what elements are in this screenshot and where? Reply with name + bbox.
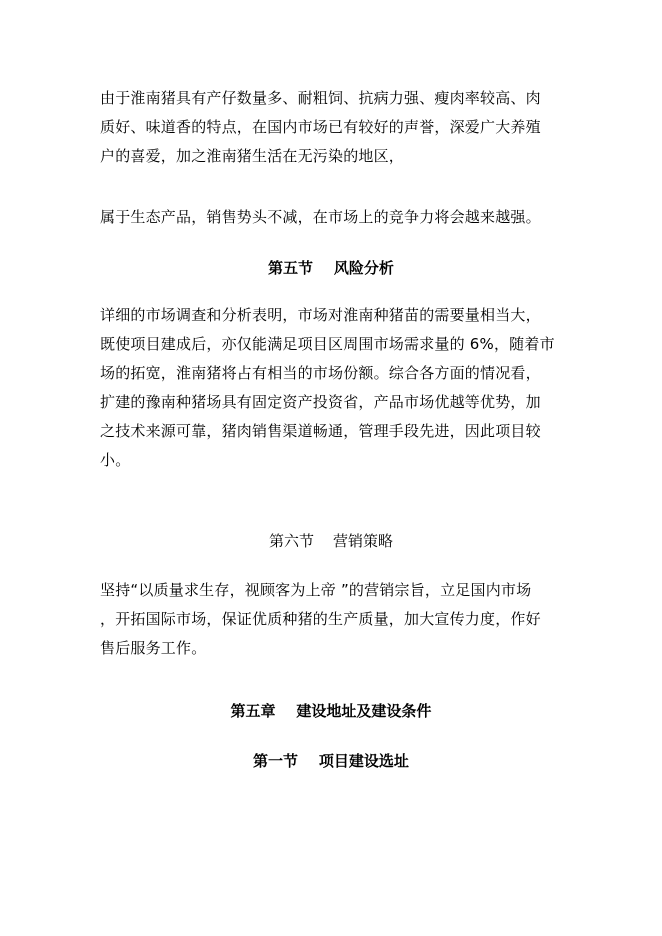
text-line: 坚持“以质量求生存，视顾客为上帝 ”的营销宗旨，立足国内市场: [100, 581, 532, 599]
text-line: 售后服务工作。: [100, 639, 207, 657]
paragraph-pig-features: [100, 84, 560, 171]
text-line: ，开拓国际市场，保证优质种猪的生产质量，加大宣传力度，作好: [100, 610, 541, 628]
paragraph-ecological-product: [100, 203, 560, 232]
text-line: 详细的市场调查和分析表明，市场对淮南种猪苗的需要量相当大，: [100, 306, 541, 324]
text-line: 场的拓宽，淮南猪将占有相当的市场份额。综合各方面的情况看，: [100, 364, 541, 382]
section-heading-marketing-strategy: 第六节 营销策略: [268, 532, 394, 550]
chapter-heading-construction-site: 第五章 建设地址及建设条件: [230, 702, 432, 720]
text-line: 户的喜爱，加之淮南猪生活在无污染的地区，: [100, 147, 405, 165]
paragraph-risk-analysis: [100, 301, 560, 475]
paragraph-marketing-strategy: [100, 576, 560, 663]
text-line: 由于淮南猪具有产仔数量多、耐粗饲、抗病力强、瘦肉率较高、肉: [100, 89, 541, 107]
section-heading-site-selection: 第一节 项目建设选址: [253, 752, 409, 770]
text-line: 之技术来源可靠，猪肉销售渠道畅通，管理手段先进，因此项目较: [100, 422, 541, 440]
text-line: 质好、味道香的特点，在国内市场已有较好的声誉，深爱广大养殖: [100, 118, 541, 136]
text-line: 属于生态产品，销售势头不减，在市场上的竞争力将会越来越强。: [100, 208, 541, 226]
section-heading-risk-analysis: 第五节 风险分析: [268, 259, 394, 277]
text-line: 既使项目建成后，亦仅能满足项目区周围市场需求量的 6%，随着市: [100, 335, 555, 353]
text-line: 扩建的豫南种猪场具有固定资产投资省，产品市场优越等优势，加: [100, 393, 541, 411]
text-line: 小。: [100, 451, 131, 469]
